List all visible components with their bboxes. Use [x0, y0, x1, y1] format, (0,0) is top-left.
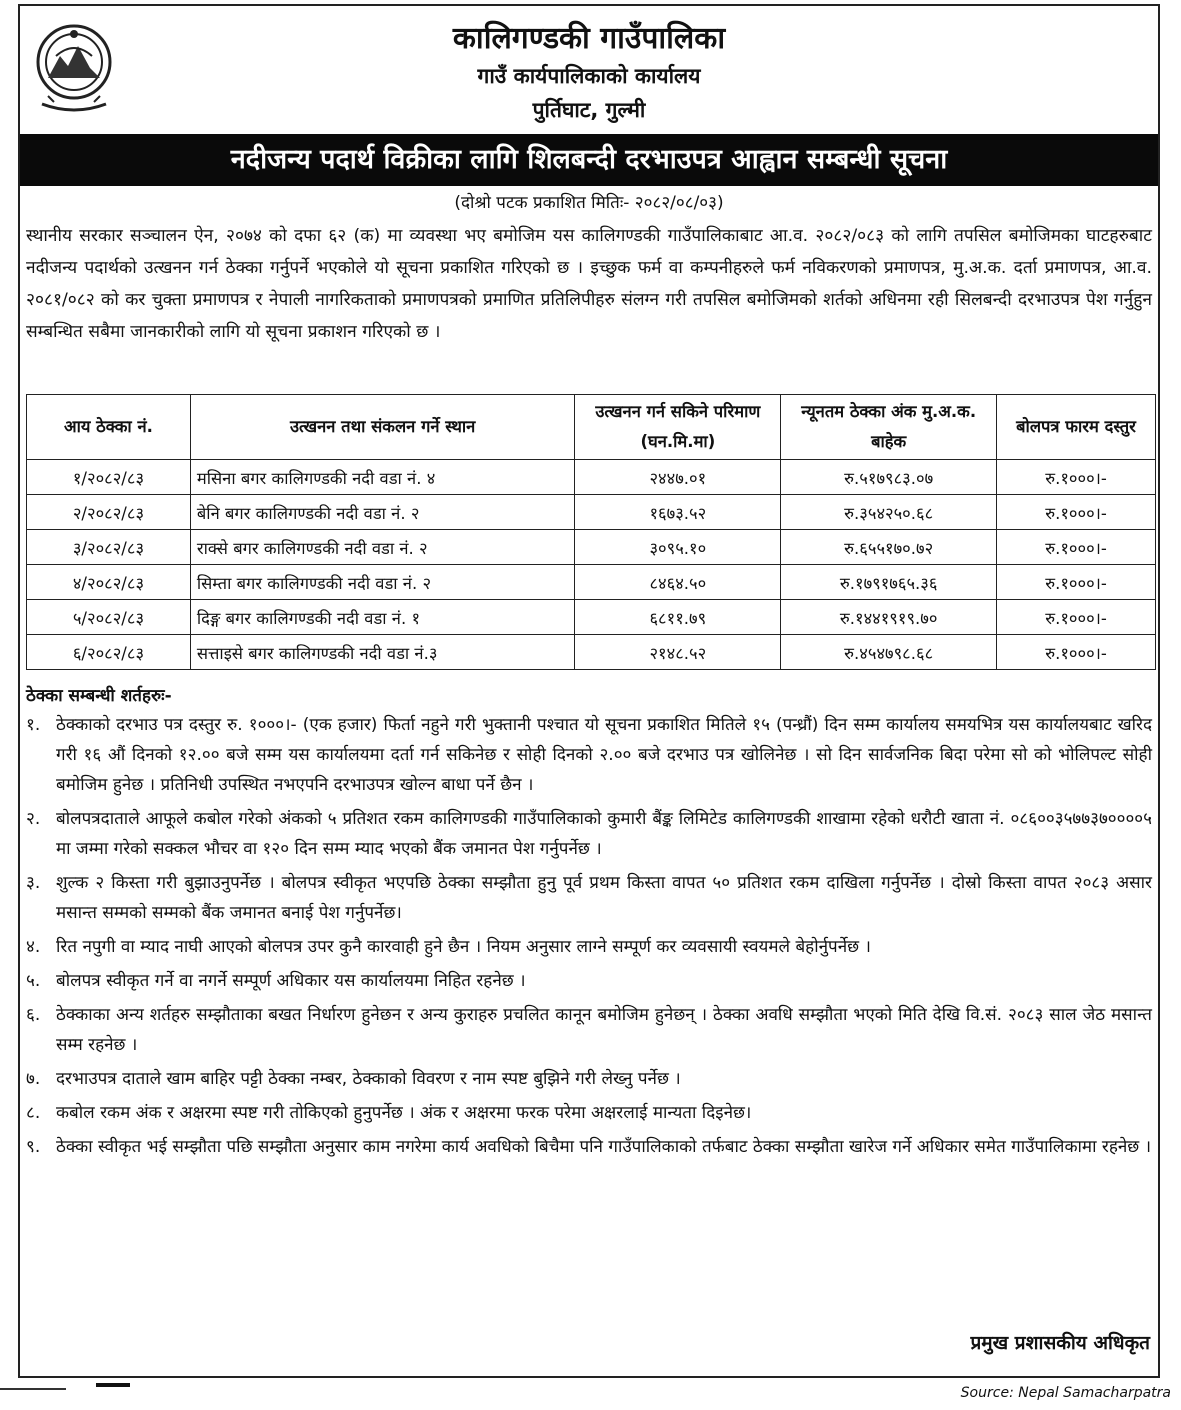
table-cell: रु.१४४१९१९.७० [781, 600, 997, 635]
condition-text: रित नपुगी वा म्याद नाघी आएको बोलपत्र उपर कुनै कारवाही हुने छैन । नियम अनुसार लाग्ने सम्पूर्ण कर व्यवसायी स्वयमले बेहोर्नुपर्नेछ । [56, 937, 871, 957]
column-header: न्यूनतम ठेक्का अंक मु.अ.क. बाहेक [781, 395, 997, 460]
signature-title: प्रमुख प्रशासकीय अधिकृत [970, 1332, 1150, 1354]
office-subtitle: गाउँ कार्यपालिकाको कार्यालय [477, 64, 701, 88]
condition-text: बोलपत्र स्वीकृत गर्ने वा नगर्ने सम्पूर्ण अधिकार यस कार्यालयमा निहित रहनेछ । [56, 971, 526, 991]
table-cell: ३/२०८२/८३ [27, 530, 191, 565]
condition-number: ३. [26, 873, 41, 893]
table-cell: रु.५१७९८३.०७ [781, 460, 997, 495]
table-cell: रु.६५५१७०.७२ [781, 530, 997, 565]
divider [0, 1388, 66, 1390]
condition-text: ठेक्का स्वीकृत भई सम्झौता पछि सम्झौता अनुसार काम नगरेमा कार्य अवधिको बिचैमा पनि गाउँपालिकाको तर्फबाट ठेक्का सम्झौता खारेज गर्ने अधिकार समेत गाउँपालिकामा रहनेछ । [56, 1137, 1152, 1157]
table-cell: ५/२०८२/८३ [27, 600, 191, 635]
condition-item [26, 1098, 1152, 1128]
source-credit: Source: Nepal Samacharpatra [960, 1385, 1171, 1401]
table-cell: बेनि बगर कालिगण्डकी नदी वडा नं. २ [190, 495, 575, 530]
table-cell: रु.४५४७९८.६८ [781, 635, 997, 670]
condition-text: ठेक्काका अन्य शर्तहरु सम्झौताका बखत निर्धारण हुनेछन र अन्य कुराहरु प्रचलित कानून बमोजिम हुनेछन् । ठेक्का अवधि सम्झौता भएको मिति देखि वि.सं. २०८३ साल जेठ मसान्त सम्म रहनेछ । [56, 1005, 1152, 1055]
condition-item [26, 804, 1152, 864]
column-header: आय ठेक्का नं. [27, 395, 191, 460]
table-row [27, 565, 1156, 600]
divider [96, 1383, 130, 1387]
condition-item [26, 1132, 1152, 1162]
table-cell: ४/२०८२/८३ [27, 565, 191, 600]
table-cell: दिङ्ग बगर कालिगण्डकी नदी वडा नं. १ [190, 600, 575, 635]
condition-item [26, 1064, 1152, 1094]
notice-frame [18, 4, 1160, 1378]
table-cell: राक्से बगर कालिगण्डकी नदी वडा नं. २ [190, 530, 575, 565]
column-header: उत्खनन तथा संकलन गर्ने स्थान [190, 395, 575, 460]
table-cell: १/२०८२/८३ [27, 460, 191, 495]
table-cell: सत्ताइसे बगर कालिगण्डकी नदी वडा नं.३ [190, 635, 575, 670]
condition-item [26, 868, 1152, 928]
condition-text: कबोल रकम अंक र अक्षरमा स्पष्ट गरी तोकिएको हुनुपर्नेछ । अंक र अक्षरमा फरक परेमा अक्षरलाई मान्यता दिइनेछ। [56, 1103, 752, 1123]
table-cell: रु.१०००।- [997, 565, 1156, 600]
table-cell: ६८११.७९ [575, 600, 781, 635]
condition-number: ६. [26, 1005, 41, 1025]
condition-item [26, 966, 1152, 996]
publication-date: (दोश्रो पटक प्रकाशित मितिः- २०८२/०८/०३) [454, 193, 724, 213]
condition-item [26, 1000, 1152, 1060]
column-header: बोलपत्र फारम दस्तुर [997, 395, 1156, 460]
table-cell: रु.३५४२५०.६८ [781, 495, 997, 530]
table-cell: सिम्ता बगर कालिगण्डकी नदी वडा नं. २ [190, 565, 575, 600]
table-cell: २१४८.५२ [575, 635, 781, 670]
office-name: कालिगण्डकी गाउँपालिका [452, 21, 726, 56]
table-cell: रु.१७९१७६५.३६ [781, 565, 997, 600]
condition-number: ४. [26, 937, 41, 957]
condition-number: ५. [26, 971, 41, 991]
condition-item [26, 710, 1152, 800]
conditions-list [26, 710, 1152, 1166]
table-header-row [27, 395, 1156, 460]
table-cell: रु.१०००।- [997, 600, 1156, 635]
condition-number: ९. [26, 1137, 41, 1157]
conditions-title: ठेक्का सम्बन्धी शर्तहरुः- [26, 686, 172, 706]
table-row [27, 495, 1156, 530]
table-cell: ८४६४.५० [575, 565, 781, 600]
contract-table [26, 394, 1156, 670]
condition-text: ठेक्काको दरभाउ पत्र दस्तुर रु. १०००।- (एक हजार) फिर्ता नहुने गरी भुक्तानी पश्चात यो सूचना प्रकाशित मितिले १५ (पन्ध्रौं) दिन सम्म कार्यालय समयभित्र यस कार्यालयबाट खरिद गरी १६ औं दिनको १२.०० बजे सम्म यस कार्यालयमा दर्ता गर्न सकिनेछ र सोही दिनको २.०० बजे दरभाउ पत्र खोलिनेछ । सो दिन सार्वजनिक बिदा परेमा सो को भोलिपल्ट सोही बमोजिम हुनेछ । प्रतिनिधी उपस्थित नभएपनि दरभाउपत्र खोल्न बाधा पर्ने छैन । [56, 715, 1152, 795]
table-row [27, 460, 1156, 495]
column-header: उत्खनन गर्न सकिने परिमाण (घन.मि.मा) [575, 395, 781, 460]
table-cell: रु.१०००।- [997, 530, 1156, 565]
condition-number: २. [26, 809, 41, 829]
office-location: पुर्तिघाट, गुल्मी [532, 98, 646, 122]
condition-number: ७. [26, 1069, 41, 1089]
table-cell: २४४७.०१ [575, 460, 781, 495]
notice-header [20, 6, 1158, 134]
table-row [27, 635, 1156, 670]
condition-text: बोलपत्रदाताले आफूले कबोल गरेको अंकको ५ प्रतिशत रकम कालिगण्डकी गाउँपालिकाको कुमारी बैंङ्क लिमिटेड कालिगण्डकी शाखामा रहेको धरौटी खाता नं. ०८६००३५७७३७००००५ मा जम्मा गरेको सक्कल भौचर वा १२० दिन सम्म म्याद भएको बैंक जमानत पेश गर्नुपर्नेछ । [56, 809, 1152, 859]
condition-text: दरभाउपत्र दाताले खाम बाहिर पट्टी ठेक्का नम्बर, ठेक्काको विवरण र नाम स्पष्ट बुझिने गरी लेख्नु पर्नेछ । [56, 1069, 681, 1089]
table-cell: १६७३.५२ [575, 495, 781, 530]
condition-number: १. [26, 715, 41, 735]
table-row [27, 530, 1156, 565]
condition-text: शुल्क २ किस्ता गरी बुझाउनुपर्नेछ । बोलपत्र स्वीकृत भएपछि ठेक्का सम्झौता हुनु पूर्व प्रथम किस्ता वापत ५० प्रतिशत रकम दाखिला गर्नुपर्नेछ । दोस्रो किस्ता वापत २०८३ असार मसान्त सम्मको सम्मको बैंक जमानत बनाई पेश गर्नुपर्नेछ। [56, 873, 1152, 923]
intro-paragraph: स्थानीय सरकार सञ्चालन ऐन, २०७४ को दफा ६२ (क) मा व्यवस्था भए बमोजिम यस कालिगण्डकी गाउँपालिकाबाट आ.व. २०८२/०८३ को लागि तपसिल बमोजिमका घाटहरुबाट नदीजन्य पदार्थको उत्खनन गर्न ठेक्का गर्नुपर्ने भएकोले यो सूचना प्रकाशित गरिएको छ । इच्छुक फर्म वा कम्पनीहरुले फर्म नविकरणको प्रमाणपत्र, मु.अ.क. दर्ता प्रमाणपत्र, आ.व. २०८१/०८२ को कर चुक्ता प्रमाणपत्र र नेपाली नागरिकताको प्रमाणपत्रको प्रमाणित प्रतिलिपीहरु संलग्न गरी तपसिल बमोजिमको शर्तको अधिनमा रही सिलबन्दी दरभाउपत्र पेश गर्नुहुन सम्बन्धित सबैमा जानकारीको लागि यो सूचना प्रकाशन गरिएको छ । [26, 226, 1152, 342]
table-cell: २/२०८२/८३ [27, 495, 191, 530]
table-cell: मसिना बगर कालिगण्डकी नदी वडा नं. ४ [190, 460, 575, 495]
table-cell: रु.१०००।- [997, 635, 1156, 670]
table-cell: रु.१०००।- [997, 495, 1156, 530]
table-cell: ६/२०८२/८३ [27, 635, 191, 670]
notice-title: नदीजन्य पदार्थ विक्रीका लागि शिलबन्दी दरभाउपत्र आह्वान सम्बन्धी सूचना [20, 134, 1158, 186]
condition-number: ८. [26, 1103, 41, 1123]
table-cell: ३०९५.१० [575, 530, 781, 565]
condition-item [26, 932, 1152, 962]
table-cell: रु.१०००।- [997, 460, 1156, 495]
table-row [27, 600, 1156, 635]
